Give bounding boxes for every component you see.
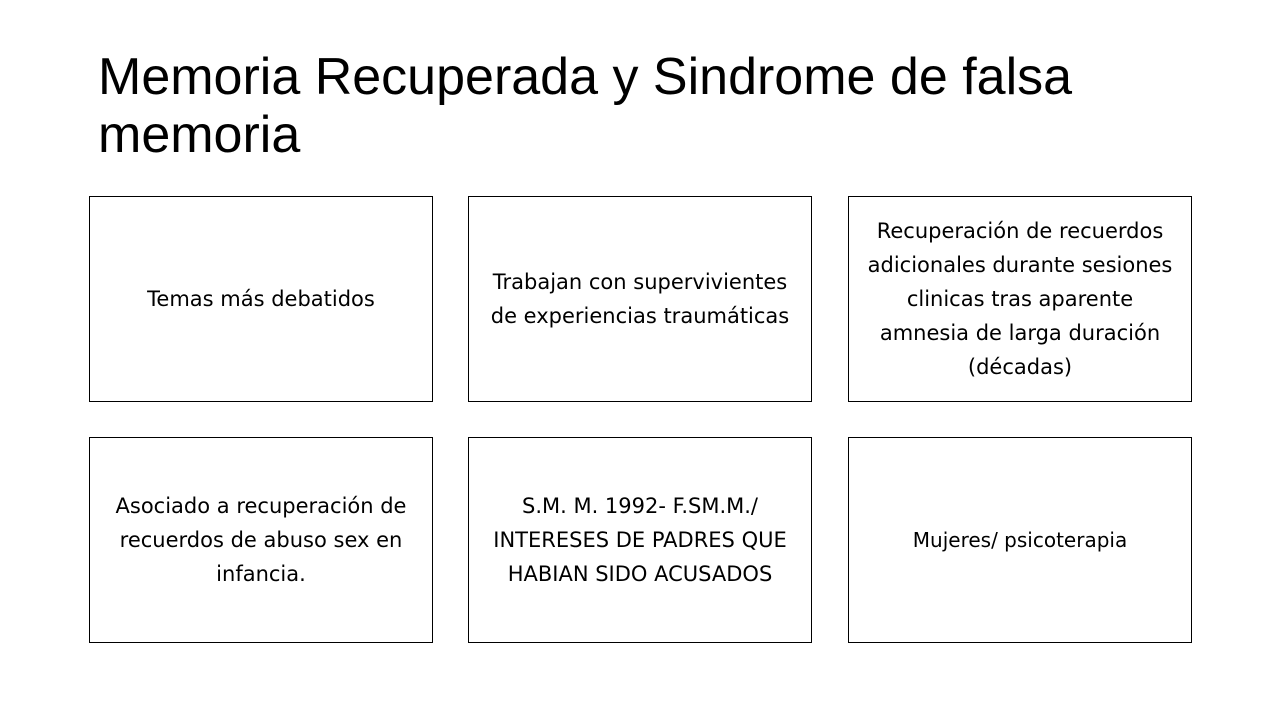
slide-title: Memoria Recuperada y Sindrome de falsa memoria	[98, 48, 1073, 164]
card-text: Mujeres/ psicoterapia	[912, 528, 1128, 552]
card-text: Asociado a recuperación de recuerdos de abuso sex en infancia.	[115, 494, 407, 586]
card-supervivientes	[468, 196, 812, 402]
card-mujeres-psicoterapia	[848, 437, 1192, 643]
card-intereses-padres	[468, 437, 812, 643]
card-temas-debatidos	[89, 196, 433, 402]
card-recuperacion-recuerdos	[848, 196, 1192, 402]
card-text: Recuperación de recuerdos adicionales durante sesiones clinicas tras aparente amnesia de larga duración (décadas)	[867, 219, 1173, 379]
card-text: Trabajan con supervivientes de experiencias traumáticas	[490, 270, 790, 328]
card-abuso-infancia	[89, 437, 433, 643]
card-text: Temas más debatidos	[147, 287, 375, 311]
card-text: S.M. M. 1992- F.SM.M./ INTERESES DE PADRES QUE HABIAN SIDO ACUSADOS	[493, 494, 787, 586]
